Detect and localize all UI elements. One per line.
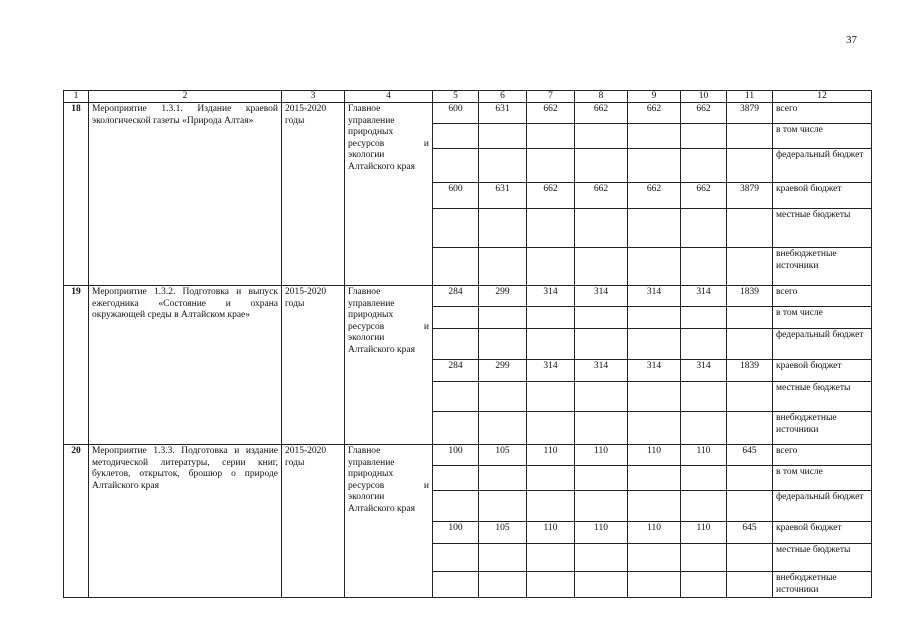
header-cell: 7 <box>527 91 575 103</box>
value-cell <box>479 307 527 329</box>
value-cell: 662 <box>681 183 727 209</box>
value-cell <box>681 572 727 598</box>
header-cell: 8 <box>575 91 628 103</box>
value-cell <box>527 491 575 522</box>
header-cell: 10 <box>681 91 727 103</box>
value-cell: 110 <box>681 522 727 544</box>
funding-source: местные бюджеты <box>773 382 872 412</box>
header-cell: 2 <box>89 91 282 103</box>
activity-name: Мероприятие 1.3.2. Подготовка и выпуск ежегодника «Состояние и охрана окружающей среды в Алтайском крае» <box>89 286 282 445</box>
value-cell <box>575 544 628 572</box>
value-cell <box>433 412 479 445</box>
value-cell <box>681 329 727 360</box>
value-cell <box>479 209 527 248</box>
funding-source: краевой бюджет <box>773 522 872 544</box>
value-cell <box>575 149 628 183</box>
funding-source: в том числе <box>773 466 872 491</box>
value-cell: 314 <box>527 286 575 307</box>
row-number: 19 <box>64 286 89 445</box>
funding-source: федеральный бюджет <box>773 149 872 183</box>
funding-source: краевой бюджет <box>773 183 872 209</box>
value-cell: 110 <box>628 445 681 466</box>
value-cell <box>727 412 773 445</box>
period: 2015-2020 годы <box>282 103 345 286</box>
value-cell <box>681 124 727 149</box>
value-cell <box>727 209 773 248</box>
value-cell: 662 <box>527 103 575 124</box>
value-cell <box>628 572 681 598</box>
funding-source: всего <box>773 286 872 307</box>
value-cell <box>727 307 773 329</box>
activity-name: Мероприятие 1.3.3. Подготовка и издание методической литературы, серии книг, буклетов, открыток, брошюр о природе Алтайского края <box>89 445 282 598</box>
header-row <box>64 91 872 103</box>
value-cell <box>575 248 628 286</box>
value-cell <box>527 248 575 286</box>
funding-source: федеральный бюджет <box>773 329 872 360</box>
value-cell <box>433 491 479 522</box>
value-cell <box>433 544 479 572</box>
value-cell <box>527 382 575 412</box>
value-cell <box>681 209 727 248</box>
value-cell <box>527 466 575 491</box>
value-cell <box>681 466 727 491</box>
value-cell: 3879 <box>727 103 773 124</box>
value-cell <box>628 382 681 412</box>
value-cell: 631 <box>479 103 527 124</box>
executor: Главное управление природных ресурсов и экологии Алтайского края <box>345 103 433 286</box>
value-cell: 314 <box>628 286 681 307</box>
value-cell: 105 <box>479 522 527 544</box>
table-body <box>64 91 872 598</box>
value-cell <box>433 466 479 491</box>
page-number: 37 <box>846 34 857 46</box>
value-cell: 299 <box>479 286 527 307</box>
value-cell <box>575 491 628 522</box>
executor: Главное управление природных ресурсов и экологии Алтайского края <box>345 445 433 598</box>
value-cell: 110 <box>681 445 727 466</box>
value-cell: 105 <box>479 445 527 466</box>
value-cell: 314 <box>527 360 575 382</box>
value-cell: 1839 <box>727 360 773 382</box>
row-number: 18 <box>64 103 89 286</box>
funding-source: в том числе <box>773 124 872 149</box>
program-table <box>63 90 872 598</box>
value-cell <box>681 382 727 412</box>
period: 2015-2020 годы <box>282 445 345 598</box>
value-cell <box>575 382 628 412</box>
value-cell: 600 <box>433 103 479 124</box>
value-cell <box>727 466 773 491</box>
value-cell: 645 <box>727 522 773 544</box>
value-cell <box>628 491 681 522</box>
value-cell <box>433 307 479 329</box>
value-cell: 314 <box>575 360 628 382</box>
funding-source: местные бюджеты <box>773 544 872 572</box>
value-cell <box>727 544 773 572</box>
header-cell: 4 <box>345 91 433 103</box>
value-cell: 662 <box>681 103 727 124</box>
value-cell: 110 <box>628 522 681 544</box>
value-cell <box>727 124 773 149</box>
value-cell <box>479 329 527 360</box>
value-cell <box>527 149 575 183</box>
value-cell <box>575 209 628 248</box>
value-cell: 314 <box>575 286 628 307</box>
value-cell <box>527 572 575 598</box>
table-row <box>64 445 872 466</box>
value-cell: 110 <box>527 522 575 544</box>
value-cell <box>727 248 773 286</box>
value-cell <box>479 382 527 412</box>
value-cell <box>433 248 479 286</box>
funding-source: внебюджетные источники <box>773 248 872 286</box>
value-cell: 600 <box>433 183 479 209</box>
value-cell <box>575 329 628 360</box>
value-cell <box>527 307 575 329</box>
value-cell: 284 <box>433 360 479 382</box>
value-cell <box>527 124 575 149</box>
executor: Главное управление природных ресурсов и экологии Алтайского края <box>345 286 433 445</box>
value-cell <box>628 412 681 445</box>
value-cell <box>527 412 575 445</box>
value-cell <box>681 544 727 572</box>
value-cell: 1839 <box>727 286 773 307</box>
value-cell: 100 <box>433 445 479 466</box>
value-cell: 314 <box>681 360 727 382</box>
value-cell <box>628 149 681 183</box>
value-cell: 110 <box>575 522 628 544</box>
table-row <box>64 103 872 124</box>
header-cell: 1 <box>64 91 89 103</box>
value-cell: 110 <box>527 445 575 466</box>
value-cell: 284 <box>433 286 479 307</box>
header-cell: 5 <box>433 91 479 103</box>
value-cell <box>628 124 681 149</box>
value-cell <box>681 248 727 286</box>
value-cell <box>681 491 727 522</box>
value-cell <box>628 307 681 329</box>
funding-source: внебюджетные источники <box>773 572 872 598</box>
value-cell <box>575 572 628 598</box>
value-cell <box>681 149 727 183</box>
value-cell <box>628 248 681 286</box>
value-cell <box>628 209 681 248</box>
value-cell <box>433 149 479 183</box>
value-cell <box>433 124 479 149</box>
value-cell <box>727 382 773 412</box>
period: 2015-2020 годы <box>282 286 345 445</box>
value-cell: 299 <box>479 360 527 382</box>
funding-source: всего <box>773 103 872 124</box>
funding-source: внебюджетные источники <box>773 412 872 445</box>
row-number: 20 <box>64 445 89 598</box>
value-cell <box>628 466 681 491</box>
value-cell: 662 <box>628 103 681 124</box>
funding-source: местные бюджеты <box>773 209 872 248</box>
value-cell <box>433 572 479 598</box>
value-cell <box>527 209 575 248</box>
value-cell: 662 <box>527 183 575 209</box>
value-cell <box>575 466 628 491</box>
funding-source: федеральный бюджет <box>773 491 872 522</box>
funding-source: краевой бюджет <box>773 360 872 382</box>
value-cell <box>479 124 527 149</box>
funding-source: в том числе <box>773 307 872 329</box>
header-cell: 3 <box>282 91 345 103</box>
value-cell <box>479 572 527 598</box>
value-cell <box>681 412 727 445</box>
value-cell <box>433 329 479 360</box>
value-cell <box>727 491 773 522</box>
value-cell: 645 <box>727 445 773 466</box>
value-cell: 631 <box>479 183 527 209</box>
table-row <box>64 286 872 307</box>
header-cell: 11 <box>727 91 773 103</box>
value-cell: 662 <box>575 103 628 124</box>
value-cell <box>479 248 527 286</box>
value-cell: 3879 <box>727 183 773 209</box>
header-cell: 12 <box>773 91 872 103</box>
value-cell <box>727 572 773 598</box>
value-cell <box>527 329 575 360</box>
header-cell: 6 <box>479 91 527 103</box>
value-cell <box>575 412 628 445</box>
value-cell <box>628 544 681 572</box>
value-cell <box>727 149 773 183</box>
value-cell: 662 <box>575 183 628 209</box>
value-cell: 662 <box>628 183 681 209</box>
value-cell: 314 <box>681 286 727 307</box>
value-cell <box>527 544 575 572</box>
value-cell: 314 <box>628 360 681 382</box>
value-cell: 110 <box>575 445 628 466</box>
value-cell <box>479 491 527 522</box>
value-cell <box>479 466 527 491</box>
value-cell <box>479 544 527 572</box>
value-cell <box>433 382 479 412</box>
value-cell <box>681 307 727 329</box>
value-cell <box>479 149 527 183</box>
value-cell <box>575 307 628 329</box>
funding-source: всего <box>773 445 872 466</box>
activity-name: Мероприятие 1.3.1. Издание краевой экологической газеты «Природа Алтая» <box>89 103 282 286</box>
value-cell <box>575 124 628 149</box>
header-cell: 9 <box>628 91 681 103</box>
value-cell <box>479 412 527 445</box>
value-cell <box>433 209 479 248</box>
value-cell: 100 <box>433 522 479 544</box>
value-cell <box>628 329 681 360</box>
value-cell <box>727 329 773 360</box>
